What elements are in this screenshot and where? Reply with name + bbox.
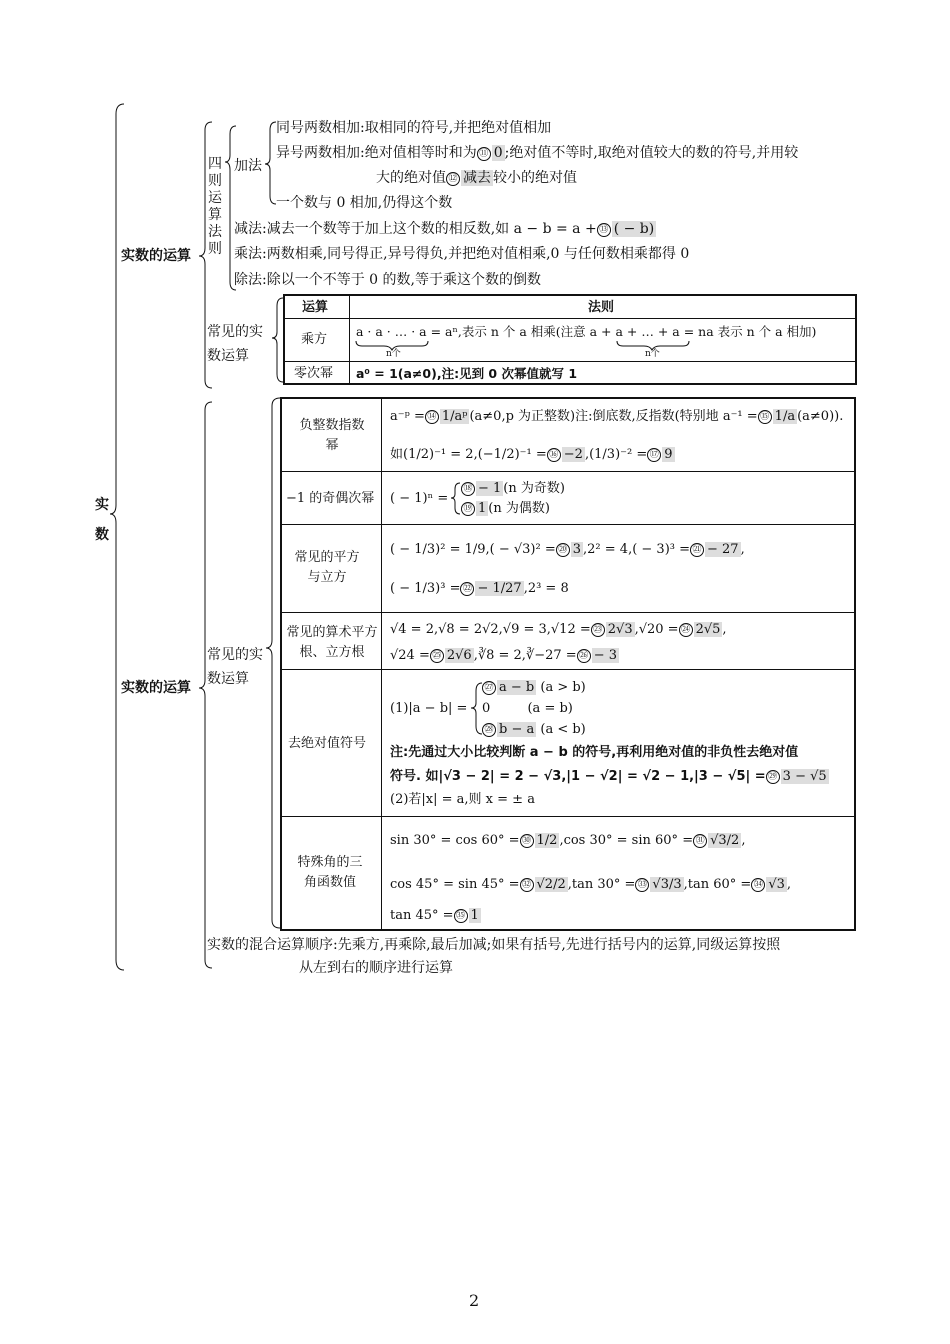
answer: 0 [493, 145, 503, 161]
section1-title: 实数的运算 [121, 248, 191, 264]
answer: 减去 [463, 170, 491, 186]
multiplication-rule: 乘法:两数相乘,同号得正,异号得负,并把绝对值相乘,0 与任何数相乘都得 0 [234, 246, 690, 262]
neg-one-odd: ⑱ − 1 (n 为奇数) [461, 480, 565, 497]
neg-one-lhs: ( − 1)ⁿ = [390, 491, 449, 506]
abs-case1: ㉗ a − b (a > b) [482, 679, 586, 696]
root-title: 实数 [95, 497, 109, 543]
section2-title: 实数的运算 [121, 680, 191, 696]
addition-rule-2: 异号两数相加:绝对值相等时和为 ⑪ 0 ;绝对值不等时,取绝对值较大的数的符号,并用较 [276, 145, 799, 161]
subtraction-rule: 减法:减去一个数等于加上这个数的相反数,如 a − b = a + ⑬ ( − b) [234, 221, 655, 237]
mixed-order-line1: 实数的混合运算顺序:先乘方,再乘除,最后加减;如果有括号,先进行括号内的运算,同级运算按照 [207, 937, 781, 953]
power-rule: a · a · … · a = aⁿ,表示 n 个 a 相乘(注意 a + a + … + a = na 表示 n 个 a 相加) [356, 324, 817, 339]
common-ops-label-1a: 常见的实数运算 [207, 324, 263, 364]
zero-rule: a⁰ = 1(a≠0),注:见到 0 次幂值就写 1 [356, 366, 578, 381]
row-label-roots: 常见的算术平方根、立方根 [286, 625, 378, 660]
row-label-negative-exponent: 负整数指数幂 [299, 418, 365, 453]
blank-number: ⑬ [597, 223, 611, 237]
mixed-order-line2: 从左到右的顺序进行运算 [299, 960, 453, 976]
squares-line1: ( − 1/3)² = 1/9,( − √3)² = ⑳ 3 ,2² = 4,( − 3)³ = ㉑ − 27 , [390, 542, 745, 557]
abs-case2: 0 (a = b) [482, 701, 573, 716]
page-number: 2 [469, 1291, 480, 1310]
operations-table [280, 397, 856, 931]
row-label-neg-one-power: −1 的奇偶次幂 [286, 491, 375, 506]
power-brace-1: n个 [386, 349, 401, 359]
negative-exponent-line1: a⁻ᵖ = ⑭ 1/aᵖ (a≠0,p 为正整数)注:倒底数,反指数(特别地 a⁻¹ = ⑮ 1/a (a≠0)). [390, 409, 844, 424]
addition-label: 加法 [234, 158, 262, 174]
abs-lhs: (1)|a − b| = [390, 701, 468, 716]
common-ops-label-2: 常见的实数运算 [207, 647, 263, 687]
roots-line2: √24 = ㉕ 2√6 ,∛8 = 2,∛−27 = ㉖ − 3 [390, 648, 617, 663]
addition-rule-1: 同号两数相加:取相同的符号,并把绝对值相加 [276, 120, 552, 136]
row-label-abs-value: 去绝对值符号 [288, 736, 367, 751]
division-rule: 除法:除以一个不等于 0 的数,等于乘这个数的倒数 [234, 272, 541, 288]
blank-number: ⑪ [477, 147, 491, 161]
abs-case3: ㉘ b − a (a < b) [482, 721, 586, 738]
zero-label: 零次幂 [294, 366, 334, 381]
four-rules-label: 四则运算法则 [208, 156, 222, 257]
table-header-rule: 法则 [588, 300, 615, 315]
addition-rule-3: 一个数与 0 相加,仍得这个数 [276, 195, 453, 211]
power-label: 乘方 [301, 332, 328, 347]
trig-line1: sin 30° = cos 60° = ㉚ 1/2 ,cos 30° = sin 60° = ㉛ √3/2 , [390, 833, 746, 848]
squares-line2: ( − 1/3)³ = ㉒ − 1/27 ,2³ = 8 [390, 581, 569, 596]
row-label-squares-cubes: 常见的平方与立方 [294, 550, 360, 585]
addition-rule-2-cont: 大的绝对值 ⑫ 减去 较小的绝对值 [376, 170, 577, 186]
abs-note: 注:先通过大小比较判断 a − b 的符号,再利用绝对值的非负性去绝对值 [390, 745, 799, 760]
answer: ( − b) [613, 221, 655, 237]
blank-number: ⑫ [446, 172, 460, 186]
power-brace-2: n个 [645, 349, 660, 359]
row-label-trig: 特殊角的三角函数值 [297, 855, 363, 890]
trig-line2: cos 45° = sin 45° = ㉜ √2/2 ,tan 30° = ㉝ √3/3 ,tan 60° = ㉞ √3 , [390, 877, 792, 892]
abs-note-2: 符号. 如|√3 − 2| = 2 − √3,|1 − √2| = √2 − 1,|3 − √5| = ㉙ 3 − √5 [390, 769, 827, 784]
table-header-op: 运算 [302, 300, 329, 315]
trig-line3: tan 45° = ㉟ 1 [390, 908, 479, 923]
negative-exponent-line2: 如(1/2)⁻¹ = 2,(−1/2)⁻¹ = ⑯ −2 ,(1/3)⁻² = ⑰ 9 [390, 447, 673, 462]
neg-one-even: ⑲ 1 (n 为偶数) [461, 500, 550, 517]
abs-line3: (2)若|x| = a,则 x = ± a [390, 792, 535, 807]
roots-line1: √4 = 2,√8 = 2√2,√9 = 3,√12 = ㉓ 2√3 ,√20 = ㉔ 2√5 , [390, 622, 727, 637]
